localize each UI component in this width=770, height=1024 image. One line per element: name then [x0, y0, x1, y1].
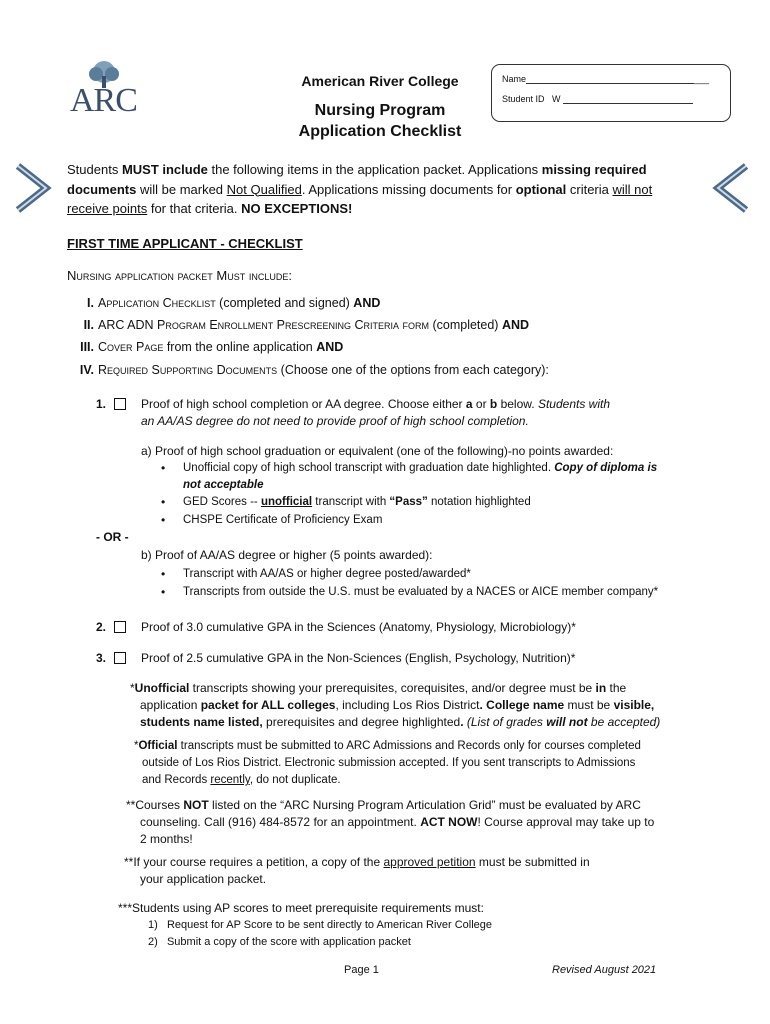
page-number: Page 1	[344, 964, 379, 976]
item-number: 1.	[96, 397, 107, 411]
or-separator: - OR -	[96, 530, 129, 544]
item-number: 3.	[96, 651, 107, 665]
item-2-text: Proof of 3.0 cumulative GPA in the Sciences (Anatomy, Physiology, Microbiology)*	[141, 620, 576, 634]
revised-date: Revised August 2021	[552, 964, 657, 976]
name-field[interactable]: Name ___	[502, 74, 710, 84]
college-name: American River College	[301, 73, 459, 89]
list-item: III. Cover Page from the online application AND	[80, 340, 344, 354]
list-item: GED Scores -- unofficial transcript with “Pass” notation highlighted	[183, 496, 531, 508]
logo-text: ARC	[70, 82, 137, 119]
intro-paragraph: Students MUST include the following items in the application packet. Applications missing required documents will be marked Not Qualified. Applications missing documents for optional criteria will not receive points for that criteria. NO EXCEPTIONS!	[67, 162, 653, 216]
item-number: 2.	[96, 620, 107, 634]
item-1-text: Proof of high school completion or AA degree. Choose either a or b below. Students with an AA/AS degree do not need to provide proof of high school completion.	[141, 397, 610, 428]
page-title: Nursing Program Application Checklist	[298, 102, 462, 140]
list-item: I. Application Checklist (completed and signed) AND	[87, 296, 381, 310]
note-articulation: **Courses NOT listed on the “ARC Nursing Program Articulation Grid” must be evaluated by ARC counseling. Call (916) 484-8572 for an appointment. ACT NOW! Course approval may take up to 2 months!	[126, 798, 655, 846]
note-ap-scores: ***Students using AP scores to meet prerequisite requirements must:	[118, 901, 484, 915]
note-official: *Official transcripts must be submitted to ARC Admissions and Records only for courses completed outside of Los Rios District. Electronic submission accepted. If you sent transcripts to Admissions and Records recently, do not duplicate.	[134, 740, 641, 786]
chevron-left-icon	[710, 162, 752, 214]
item-3-text: Proof of 2.5 cumulative GPA in the Non-Sciences (English, Psychology, Nutrition)*	[141, 651, 576, 665]
student-info-box	[491, 64, 731, 122]
must-include-heading: Nursing application packet Must include:	[67, 268, 292, 283]
list-item: Unofficial copy of high school transcript with graduation date highlighted. Copy of diploma is not acceptable	[183, 462, 658, 491]
list-item: Transcript with AA/AS or higher degree posted/awarded*	[183, 568, 471, 580]
option-a-title: a) Proof of high school graduation or equivalent (one of the following)-no points awarded:	[141, 444, 614, 458]
section-title: FIRST TIME APPLICANT - CHECKLIST	[67, 236, 303, 251]
list-item: 1) Request for AP Score to be sent directly to American River College	[148, 919, 493, 931]
checkbox-1[interactable]	[114, 398, 126, 410]
arc-logo	[66, 60, 142, 120]
chevron-right-icon	[12, 162, 54, 214]
list-item: II. ARC ADN Program Enrollment Prescreening Criteria form (completed) AND	[83, 318, 530, 332]
list-item: Transcripts from outside the U.S. must be evaluated by a NACES or AICE member company*	[183, 586, 659, 598]
checkbox-3[interactable]	[114, 652, 126, 664]
list-item: 2) Submit a copy of the score with application packet	[148, 936, 411, 948]
note-petition: **If your course requires a petition, a copy of the approved petition must be submitted in your application packet.	[124, 855, 590, 886]
note-unofficial: *Unofficial transcripts showing your prerequisites, corequisites, and/or degree must be in the application packet for ALL colleges, including Los Rios District. College name must be visible, students name listed, prerequisites and degree highlighted. (List of grades will not be accepted)	[130, 681, 661, 729]
list-item: CHSPE Certificate of Proficiency Exam	[183, 514, 383, 526]
list-item: IV. Required Supporting Documents (Choose one of the options from each category):	[79, 363, 549, 377]
option-b-title: b) Proof of AA/AS degree or higher (5 points awarded):	[141, 548, 433, 562]
student-id-field[interactable]: Student ID W	[502, 94, 693, 104]
checkbox-2[interactable]	[114, 621, 126, 633]
